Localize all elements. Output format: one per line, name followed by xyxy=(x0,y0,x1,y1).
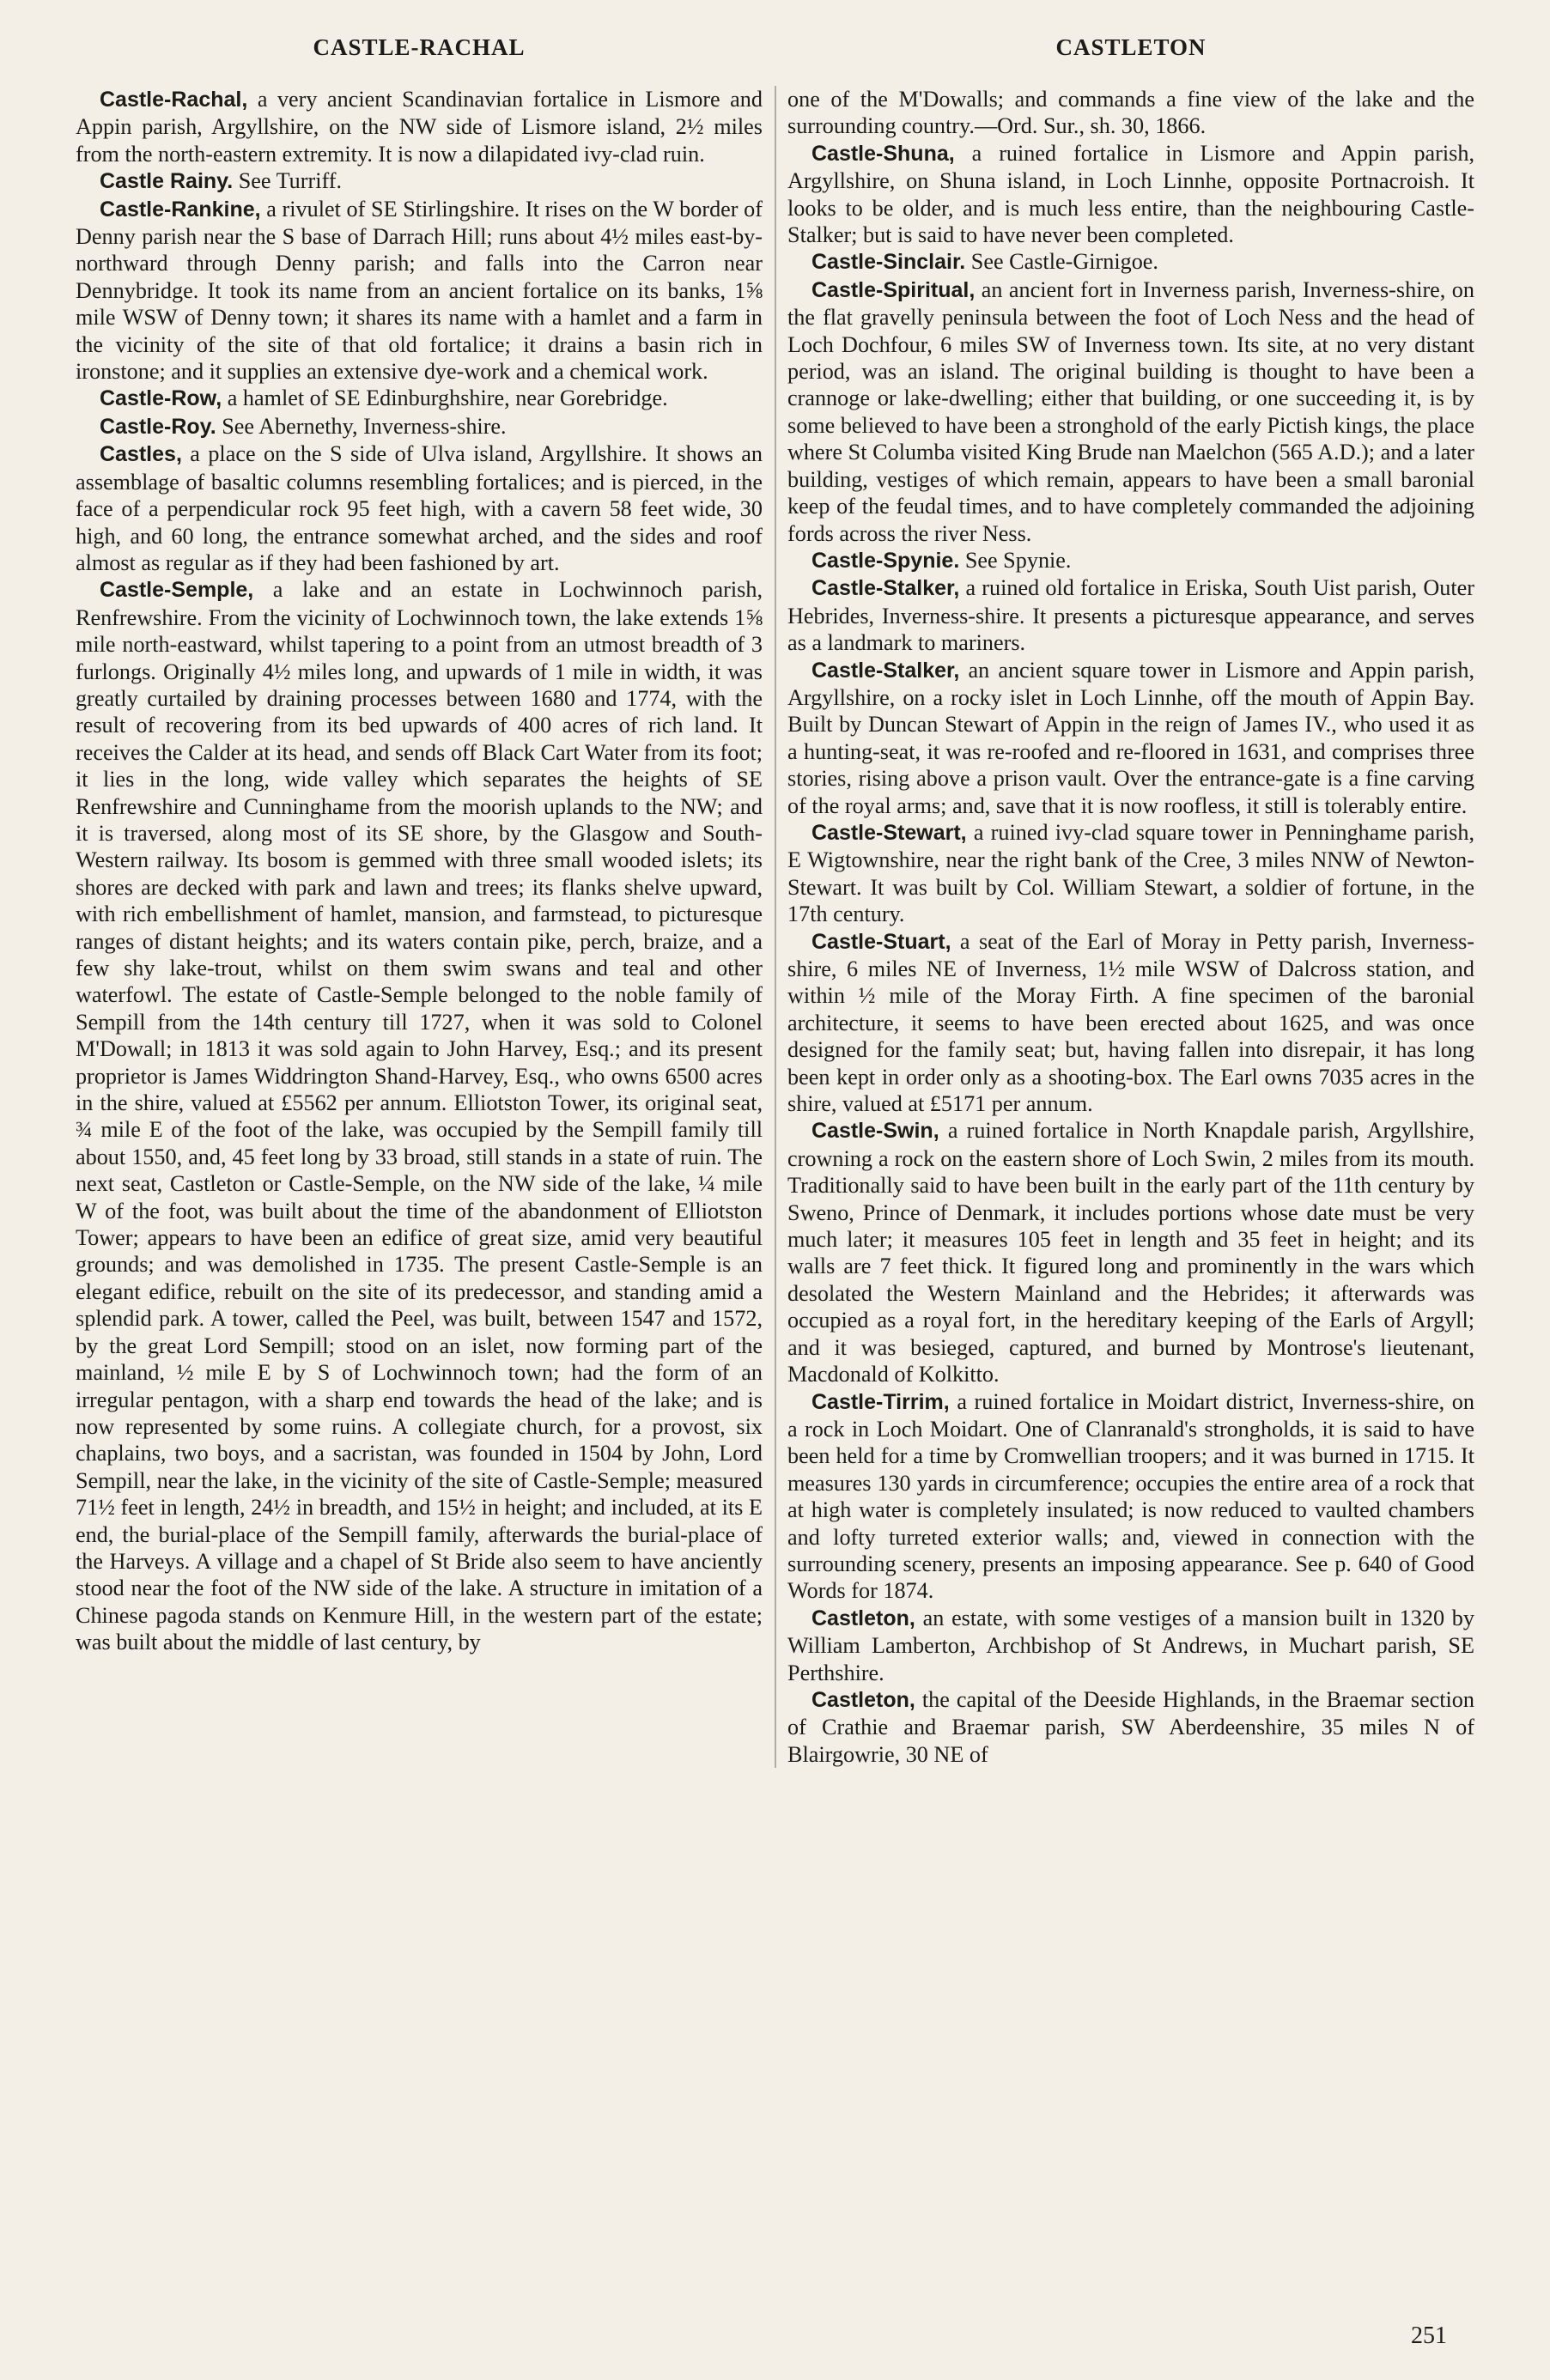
entry-text: a very ancient Scandinavian fortalice in Lismore and Appin parish, Argyllshire, on the NW side of Lismore island, 2½ miles from the north-eastern extremity. It is now a dilapidated ivy-clad ruin. xyxy=(76,87,763,167)
gazetteer-entry xyxy=(76,440,763,576)
entry-text: a ruined fortalice in Moidart district, Inverness-shire, on a rock in Loch Moidart. One of Clanranald's strongholds, it is said to have been held for a time by Cromwellian troopers; and it was burned in 1715. It measures 130 yards in circumference; occupies the entire area of a rock that at high water is completely insulated; is now reduced to vaulted chambers and lofty turreted exterior walls; and, viewed in connection with the surrounding scenery, presents an imposing appearance. See p. 640 of Good Words for 1874. xyxy=(787,1388,1474,1604)
gazetteer-entry xyxy=(76,385,763,412)
entry-headword: Castle-Spynie. xyxy=(811,548,960,573)
entry-text: See Castle-Girnigoe. xyxy=(965,249,1158,275)
entry-headword: Castle-Stewart, xyxy=(811,820,967,845)
running-header-right: CASTLETON xyxy=(1055,34,1207,60)
entry-text: a seat of the Earl of Moray in Petty parish, Inverness-shire, 6 miles NE of Inverness, 1½ mile WSW of Dalcross station, and within ½ mile of the Moray Firth. A fine specimen of the baronial architecture, it seems to have been erected about 1625, and was once designed for the family seat; but, having fallen into disrepair, it has long been kept in order only as a shooting-box. The Earl owns 7035 acres in the shire, valued at £5171 per annum. xyxy=(787,928,1474,1117)
entry-text: a hamlet of SE Edinburghshire, near Gorebridge. xyxy=(222,386,668,411)
entry-headword: Castle-Spiritual, xyxy=(811,277,976,302)
entry-headword: Castle-Tirrim, xyxy=(811,1389,950,1414)
gazetteer-entry xyxy=(76,86,763,167)
entry-text: a ruined fortalice in North Knapdale parish, Argyllshire, crowning a rock on the eastern shore of Loch Swin, 2 miles from its mouth. Traditionally said to have been built in the early part of the 11th century by Sweno, Prince of Denmark, it includes portions whose date must be very much later; it measures 105 feet in length and 35 feet in height; and its walls are 7 feet thick. It figured long and prominently in the wars which desolated the Western Mainland and the Hebrides; it afterwards was occupied as a royal fort, in the hereditary keeping of the Earls of Argyll; and it was besieged, captured, and burned by Montrose's lieutenant, Macdonald of Kolkitto. xyxy=(787,1118,1474,1387)
right-column xyxy=(787,86,1474,1768)
gazetteer-entry xyxy=(76,196,763,386)
entry-headword: Castle-Rachal, xyxy=(100,88,248,112)
gazetteer-entry xyxy=(787,1388,1474,1605)
gazetteer-entry xyxy=(787,276,1474,547)
entry-headword: Castleton, xyxy=(811,1687,915,1712)
entry-headword: Castle-Roy. xyxy=(100,414,216,439)
entry-text: a ruined fortalice in Lismore and Appin parish, Argyllshire, on Shuna island, in Loch Linnhe, opposite Portnacroish. It looks to be older, and is much less entire, than the neighbouring Castle-Stalker; but is said to have never been completed. xyxy=(787,140,1474,248)
entry-text: the capital of the Deeside Highlands, in the Braemar section of Crathie and Braemar parish, SW Aberdeenshire, 35 miles N of Blairgowrie, 30 NE of xyxy=(787,1686,1474,1767)
entry-text: an ancient fort in Inverness parish, Inverness-shire, on the flat gravelly peninsula between the foot of Loch Ness and the head of Loch Dochfour, 6 miles SW of Inverness town. Its site, at no very distant period, was an island. The original building is thought to have been a crannoge or lake-dwelling; either that building, or one succeeding it, is by some believed to have been a stronghold of the early Pictish kings, the place where St Columba visited King Brude nan Maelchon (565 A.D.); and a later building, vestiges of which remain, appears to have been a small baronial keep of the feudal times, and to have completely commanded the adjoining fords across the river Ness. xyxy=(787,276,1474,546)
entry-text: See Abernethy, Inverness-shire. xyxy=(216,413,507,439)
gazetteer-entry xyxy=(787,574,1474,656)
entry-headword: Castle-Stalker, xyxy=(811,576,960,601)
entry-text: a place on the S side of Ulva island, Argyllshire. It shows an assemblage of basaltic columns resembling fortalices; and is pierced, in the face of a perpendicular rock 95 feet high, with a cavern 58 feet wide, 30 high, and 60 long, the entrance somewhat arched, and the sides and roof almost as regular as if they had been fashioned by art. xyxy=(76,441,763,575)
entry-headword: Castle-Semple, xyxy=(100,578,254,603)
gazetteer-entry xyxy=(787,657,1474,819)
entry-headword: Castle-Stuart, xyxy=(811,929,951,954)
entry-text: a rivulet of SE Stirlingshire. It rises on the W border of Denny parish near the S base of Darrach Hill; runs about 4½ miles east-by-northward through Denny parish; and falls into the Carron near Dennybridge. It took its name from an ancient fortalice on its banks, 1⅝ mile WSW of Denny town; it shares its name with a hamlet and a farm in the vicinity of the site of that old fortalice; it drains a basin rich in ironstone; and it supplies an extensive dye-work and a chemical work. xyxy=(76,196,763,385)
left-column xyxy=(76,86,763,1768)
text-columns xyxy=(76,86,1474,1768)
gazetteer-entry xyxy=(76,413,763,440)
gazetteer-entry xyxy=(787,1686,1474,1768)
entry-headword: Castle-Rankine, xyxy=(100,197,261,222)
entry-headword: Castle-Swin, xyxy=(811,1119,939,1144)
entry-headword: Castle-Shuna, xyxy=(811,141,955,166)
entry-text: a lake and an estate in Lochwinnoch parish, Renfrewshire. From the vicinity of Lochwinnoch town, the lake extends 1⅝ mile north-eastward, whilst tapering to a point from an utmost breadth of 3 furlongs. Originally 4½ miles long, and upwards of 1 mile in width, it was greatly curtailed by draining processes between 1680 and 1774, with the result of recovering from its bed upwards of 400 acres of rich land. It receives the Calder at its head, and sends off Black Cart Water from its foot; it lies in the long, wide valley which separates the heights of SE Renfrewshire and Cunninghame from the moorish uplands to the NW; and it is traversed, along most of its SE shore, by the Glasgow and South-Western railway. Its bosom is gemmed with three small wooded islets; its shores are decked with park and lawn and trees; its flanks shelve upward, with rich embellishment of hamlet, mansion, and farmstead, to picturesque ranges of distant heights; and its waters contain pike, perch, braize, and a few shy lake-trout, whilst on them swim swans and teal and other waterfowl. The estate of Castle-Semple belonged to the noble family of Sempill from the 14th century till 1727, when it was sold to Colonel M'Dowall; in 1813 it was sold again to John Harvey, Esq.; and its present proprietor is James Widdrington Shand-Harvey, Esq., who owns 6500 acres in the shire, valued at £5562 per annum. Elliotston Tower, its original seat, ¾ mile E of the foot of the lake, was occupied by the Sempill family till about 1550, and, 45 feet long by 33 broad, still stands in a state of ruin. The next seat, Castleton or Castle-Semple, on the NW side of the lake, ¼ mile W of the foot, was built about the time of the abandonment of Elliotston Tower; appears to have been an edifice of great size, amid very beautiful grounds; and was demolished in 1735. The present Castle-Semple is an elegant edifice, rebuilt on the site of its predecessor, and standing amid a splendid park. A tower, called the Peel, was built, between 1547 and 1572, by the great Lord Sempill; stood on an islet, now forming part of the mainland, ½ mile E by S of Lochwinnoch town; had the form of an irregular pentagon, with a sharp end towards the head of the lake; and is now represented by some ruins. A collegiate church, for a provost, six chaplains, two boys, and a sacristan, was founded in 1504 by John, Lord Sempill, near the lake, in the vicinity of the site of Castle-Semple; measured 71½ feet in length, 24½ in breadth, and 15½ in height; and included, at its E end, the burial-place of the Sempill family, afterwards the burial-place of the Harveys. A village and a chapel of St Bride also seem to have anciently stood near the foot of the NW side of the lake. A structure in imitation of a Chinese pagoda stands on Kenmure Hill, in the western part of the estate; was built about the middle of last century, by xyxy=(76,577,763,1655)
entry-headword: Castle-Row, xyxy=(100,386,222,411)
entry-text: See Turriff. xyxy=(233,168,342,194)
entry-headword: Castleton, xyxy=(811,1606,915,1630)
entry-text: See Spynie. xyxy=(959,547,1072,573)
entry-text: a ruined ivy-clad square tower in Penninghame parish, E Wigtownshire, near the right bank of the Cree, 3 miles NNW of Newton-Stewart. It was built by Col. William Stewart, a soldier of fortune, in the 17th century. xyxy=(787,819,1474,927)
entry-headword: Castles, xyxy=(100,442,182,467)
gazetteer-entry xyxy=(76,576,763,1655)
entry-headword: Castle-Stalker, xyxy=(811,658,960,683)
gazetteer-entry xyxy=(787,819,1474,928)
continued-entry: one of the M'Dowalls; and commands a fine view of the lake and the surrounding country.—Ord. Sur., sh. 30, 1866. xyxy=(787,87,1474,139)
gazetteer-entry xyxy=(76,167,763,195)
entry-text: an ancient square tower in Lismore and Appin parish, Argyllshire, on a rocky islet in Loch Linnhe, off the mouth of Appin Bay. Built by Duncan Stewart of Appin in the reign of James IV., who used it as a hunting-seat, it was re-roofed and re-floored in 1631, and comprises three stories, rising above a prison vault. Over the entrance-gate is a fine carving of the royal arms; and, save that it is now roofless, it still is tolerably entire. xyxy=(787,657,1474,818)
page-number: 251 xyxy=(1411,2322,1447,2349)
entry-headword: Castle Rainy. xyxy=(100,169,234,194)
gazetteer-entry xyxy=(787,140,1474,249)
gazetteer-entry xyxy=(787,547,1474,574)
running-header-left: CASTLE-RACHAL xyxy=(313,34,526,60)
entry-text: an estate, with some vestiges of a mansion built in 1320 by William Lamberton, Archbishop of St Andrews, in Muchart parish, SE Perthshire. xyxy=(787,1605,1474,1685)
entry-text: a ruined old fortalice in Eriska, South Uist parish, Outer Hebrides, Inverness-shire. It presents a picturesque appearance, and serves as a landmark to mariners. xyxy=(787,575,1474,656)
running-headers xyxy=(76,34,1474,74)
entry-headword: Castle-Sinclair. xyxy=(811,250,966,275)
gazetteer-entry xyxy=(787,928,1474,1118)
gazetteer-entry xyxy=(787,1605,1474,1686)
gazetteer-entry xyxy=(787,248,1474,276)
gazetteer-entry xyxy=(787,1117,1474,1387)
